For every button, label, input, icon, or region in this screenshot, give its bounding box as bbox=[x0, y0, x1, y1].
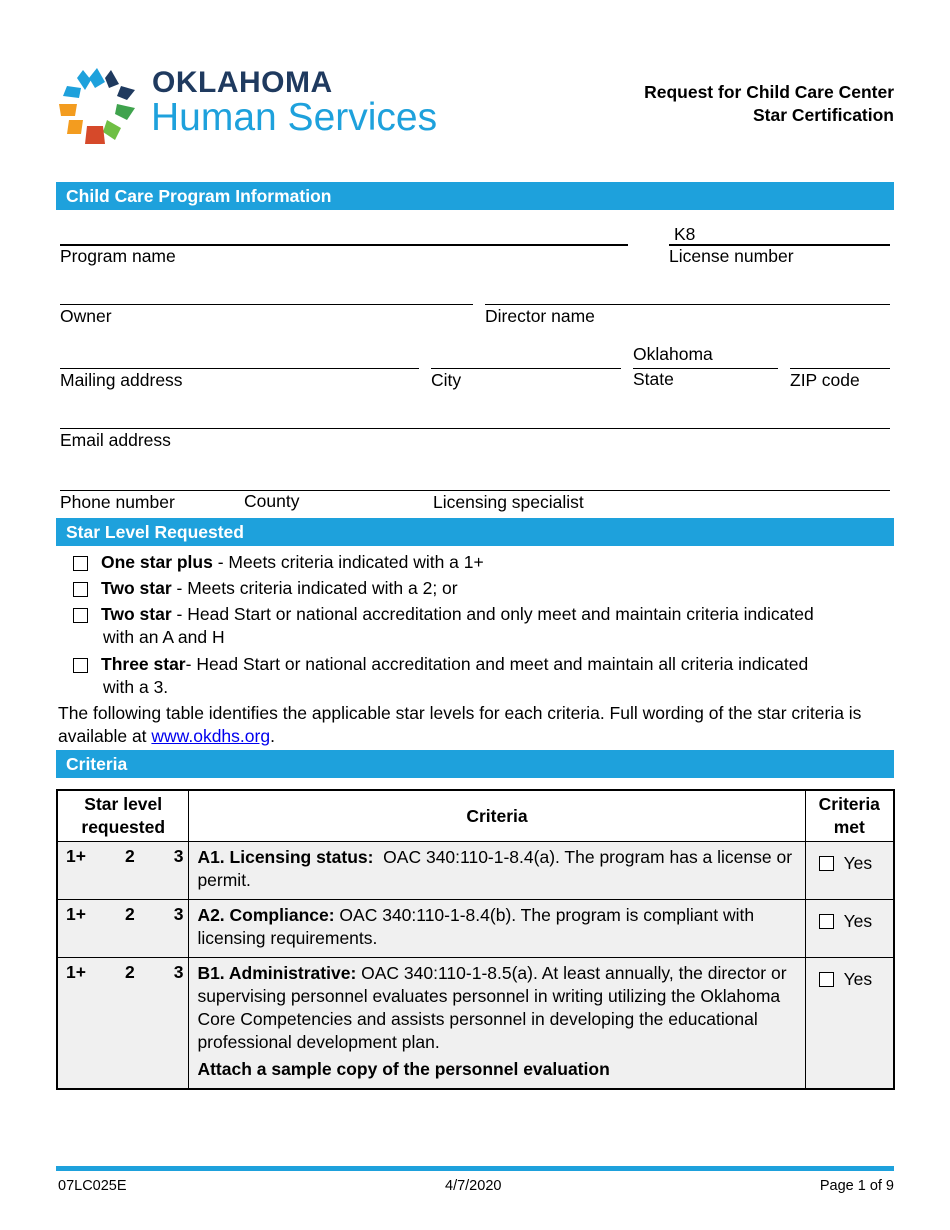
form-code: 07LC025E bbox=[58, 1178, 127, 1194]
director-line bbox=[485, 304, 890, 305]
option-title: Two star bbox=[101, 604, 172, 624]
criteria-heading: A1. Licensing status: bbox=[197, 847, 374, 867]
criteria-met-cell bbox=[805, 958, 894, 1090]
form-title-line1: Request for Child Care Center bbox=[644, 82, 894, 102]
level-3: 3 bbox=[173, 962, 184, 982]
owner-label: Owner bbox=[60, 306, 112, 326]
criteria-table-header-row bbox=[57, 790, 894, 842]
table-row bbox=[57, 900, 894, 958]
zip-field[interactable] bbox=[790, 348, 890, 368]
director-label: Director name bbox=[485, 306, 595, 326]
table-row bbox=[57, 842, 894, 900]
city-line bbox=[431, 368, 621, 369]
option-text: - Meets criteria indicated with a 2; or bbox=[171, 578, 458, 598]
email-label: Email address bbox=[60, 430, 171, 450]
criteria-cell bbox=[189, 842, 805, 900]
option-title: Two star bbox=[101, 578, 172, 598]
col-star-level: Star level requested bbox=[57, 790, 189, 842]
state-label: State bbox=[633, 369, 674, 389]
criteria-met-checkbox[interactable] bbox=[819, 914, 834, 929]
footer-rule bbox=[56, 1166, 894, 1171]
two-star-accredited-option bbox=[101, 603, 881, 649]
criteria-met-cell bbox=[805, 900, 894, 958]
two-star-accredited-checkbox[interactable] bbox=[73, 608, 88, 623]
criteria-met-checkbox[interactable] bbox=[819, 856, 834, 871]
level-1plus: 1+ bbox=[66, 962, 86, 982]
level-3: 3 bbox=[173, 846, 184, 866]
criteria-note-end: . bbox=[270, 726, 275, 746]
county-label: County bbox=[244, 491, 300, 511]
criteria-header: Criteria bbox=[56, 750, 894, 778]
criteria-body: OAC 340:110-1-8.5(a). At least annually, the director or supervising personnel evaluates personnel in writing utilizing the Oklahoma Core Competencies and assists personnel in developing the educational professional development plan. bbox=[197, 963, 787, 1052]
program-name-label: Program name bbox=[60, 246, 176, 266]
logo-org-line1: OKLAHOMA bbox=[152, 66, 333, 99]
logo-star-icon bbox=[55, 64, 139, 148]
license-number-label: License number bbox=[669, 246, 794, 266]
criteria-met-label: Yes bbox=[843, 911, 873, 931]
criteria-cell bbox=[189, 900, 805, 958]
option-text: - Head Start or national accreditation and meet and maintain all criteria indicated bbox=[185, 654, 809, 674]
email-line bbox=[60, 428, 890, 429]
col-criteria-met: Criteria met bbox=[805, 790, 894, 842]
logo-org-line2: Human Services bbox=[151, 96, 438, 139]
option-title: Three star bbox=[101, 654, 186, 674]
level-1plus: 1+ bbox=[66, 846, 86, 866]
mailing-address-line bbox=[60, 368, 419, 369]
table-row bbox=[57, 958, 894, 1090]
level-2: 2 bbox=[124, 904, 135, 924]
star-levels-cell bbox=[57, 958, 189, 1090]
star-levels-cell bbox=[57, 842, 189, 900]
level-2: 2 bbox=[124, 846, 135, 866]
criteria-heading: B1. Administrative: bbox=[197, 963, 357, 983]
state-field[interactable]: Oklahoma bbox=[633, 344, 713, 364]
criteria-body: OAC 340:110-1-8.4(a). The program has a license or permit. bbox=[197, 847, 797, 890]
mailing-address-label: Mailing address bbox=[60, 370, 183, 390]
city-field[interactable] bbox=[431, 348, 621, 368]
level-3: 3 bbox=[173, 904, 184, 924]
okdhs-link[interactable]: www.okdhs.org bbox=[151, 726, 271, 746]
criteria-note bbox=[58, 702, 878, 748]
star-level-header: Star Level Requested bbox=[56, 518, 894, 546]
phone-label: Phone number bbox=[60, 492, 175, 512]
director-field[interactable] bbox=[485, 284, 890, 304]
level-1plus: 1+ bbox=[66, 904, 86, 924]
form-title bbox=[644, 81, 894, 127]
criteria-table bbox=[56, 789, 895, 1090]
three-star-checkbox[interactable] bbox=[73, 658, 88, 673]
option-text-cont: with a 3. bbox=[103, 677, 169, 697]
criteria-heading: A2. Compliance: bbox=[197, 905, 335, 925]
phone-row-line bbox=[60, 490, 890, 491]
zip-line bbox=[790, 368, 890, 369]
criteria-met-label: Yes bbox=[843, 969, 873, 989]
license-number-field[interactable]: K8 bbox=[674, 224, 696, 244]
level-2: 2 bbox=[124, 962, 135, 982]
option-text-cont: with an A and H bbox=[103, 627, 225, 647]
criteria-met-label: Yes bbox=[843, 853, 873, 873]
option-title: One star plus bbox=[101, 552, 213, 572]
col-criteria: Criteria bbox=[189, 790, 805, 842]
criteria-met-checkbox[interactable] bbox=[819, 972, 834, 987]
owner-field[interactable] bbox=[60, 284, 473, 304]
star-levels-cell bbox=[57, 900, 189, 958]
option-text: - Head Start or national accreditation and only meet and maintain criteria indicated bbox=[171, 604, 814, 624]
okdhs-logo bbox=[55, 64, 465, 150]
one-star-plus-option bbox=[101, 551, 881, 574]
two-star-checkbox[interactable] bbox=[73, 582, 88, 597]
two-star-option bbox=[101, 577, 881, 600]
email-field[interactable] bbox=[60, 408, 890, 428]
criteria-attachment-note: Attach a sample copy of the personnel evaluation bbox=[197, 1059, 610, 1079]
form-date: 4/7/2020 bbox=[445, 1178, 502, 1194]
owner-line bbox=[60, 304, 473, 305]
city-label: City bbox=[431, 370, 462, 390]
specialist-label: Licensing specialist bbox=[433, 492, 584, 512]
criteria-body: OAC 340:110-1-8.4(b). The program is compliant with licensing requirements. bbox=[197, 905, 755, 948]
form-title-line2: Star Certification bbox=[753, 105, 894, 125]
program-info-header: Child Care Program Information bbox=[56, 182, 894, 210]
page-number: Page 1 of 9 bbox=[819, 1178, 894, 1194]
specialist-field[interactable] bbox=[433, 470, 890, 490]
criteria-note-text: The following table identifies the applicable star levels for each criteria. Full wording of the star criteria is available at bbox=[58, 703, 862, 746]
zip-label: ZIP code bbox=[790, 370, 860, 390]
one-star-plus-checkbox[interactable] bbox=[73, 556, 88, 571]
county-field[interactable] bbox=[235, 470, 422, 490]
mailing-address-field[interactable] bbox=[60, 348, 419, 368]
criteria-met-cell bbox=[805, 842, 894, 900]
three-star-option bbox=[101, 653, 881, 699]
criteria-cell bbox=[189, 958, 805, 1090]
option-text: - Meets criteria indicated with a 1+ bbox=[212, 552, 484, 572]
